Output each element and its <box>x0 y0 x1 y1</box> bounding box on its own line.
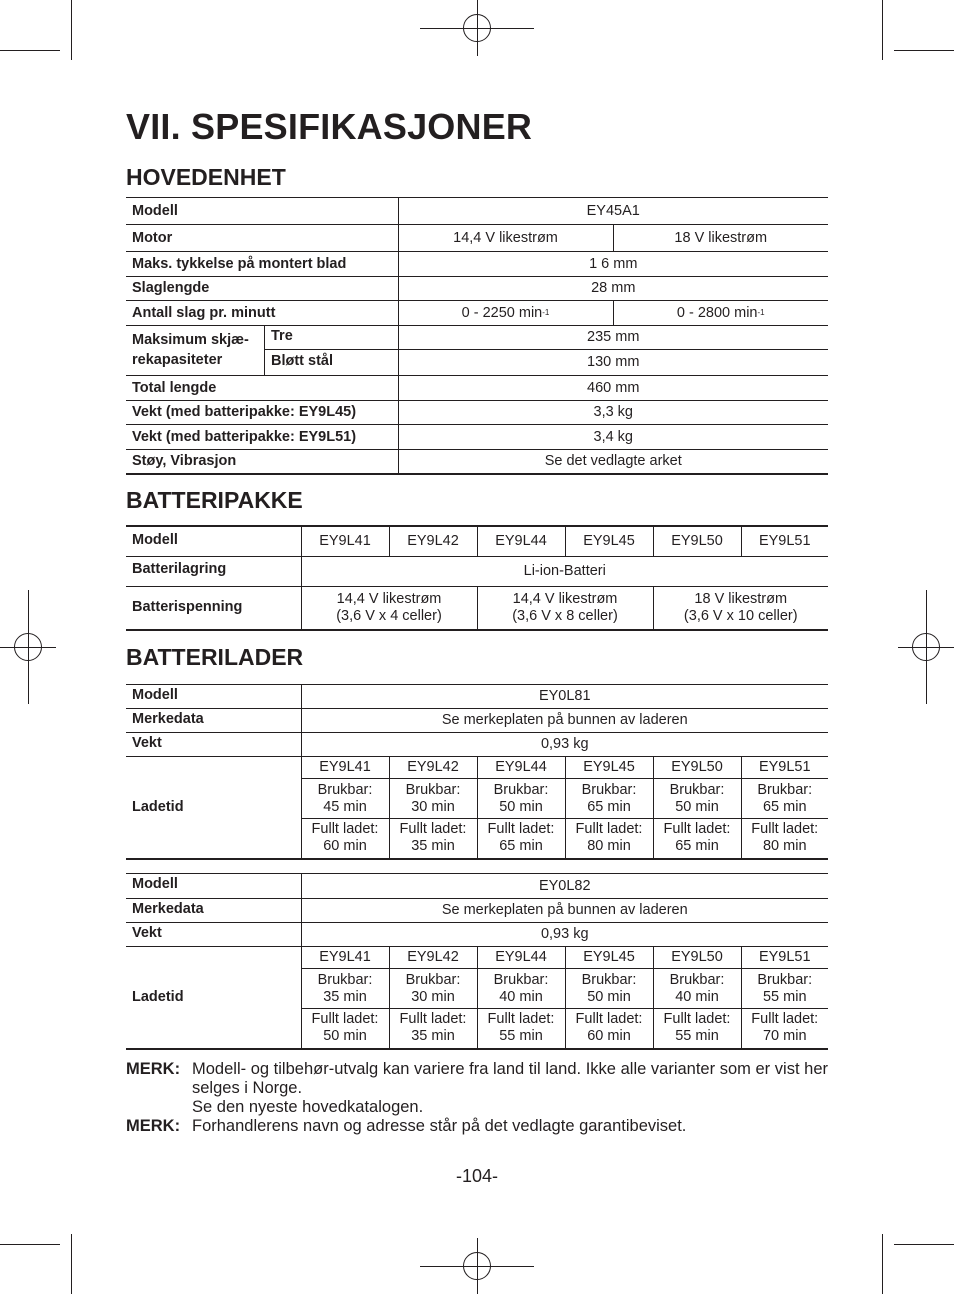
capacity-group <box>126 326 398 376</box>
cell-value: EY9L45 <box>565 757 653 779</box>
cell-value <box>741 1009 828 1049</box>
row-label: Vekt (med batteripakke: EY9L45) <box>126 401 398 425</box>
note-line: Modell- og tilbehør-utvalg kan variere fra land til land. Ikke alle varianter som er vist her selges i Norge. <box>192 1060 828 1097</box>
cell-time: 80 min <box>587 838 631 855</box>
cell-time: 70 min <box>762 1028 807 1045</box>
voltage-line: 18 V likestrøm <box>694 590 788 607</box>
row-label: Modell <box>126 526 301 556</box>
cell-value <box>565 1009 653 1049</box>
capacity-label <box>126 326 264 375</box>
cell-value <box>389 819 477 859</box>
cell-label: Fullt ladet: <box>487 1011 555 1028</box>
table-row <box>126 709 828 733</box>
cell-value: EY9L45 <box>565 526 653 556</box>
table-row <box>126 947 828 969</box>
cell-time: 65 min <box>499 838 543 855</box>
note-line: Se den nyeste hovedkatalogen. <box>192 1098 424 1116</box>
table-row <box>126 556 828 586</box>
note-key: MERK: <box>126 1117 181 1135</box>
sublabel-wood: Tre <box>265 326 398 350</box>
table-row <box>126 277 828 301</box>
table-row <box>126 450 828 474</box>
cell-time: 45 min <box>323 798 367 815</box>
row-label: Merkedata <box>126 899 301 923</box>
cell-time: 55 min <box>762 988 807 1005</box>
unit-exponent: -1 <box>542 307 550 317</box>
cell-value <box>477 779 565 819</box>
cell-label: Brukbar: <box>581 971 637 988</box>
sublabel-steel: Bløtt stål <box>271 353 334 369</box>
table-row <box>126 225 828 252</box>
notes <box>126 1060 828 1136</box>
cell-time: 35 min <box>411 838 455 855</box>
cell-value: EY9L41 <box>301 757 389 779</box>
cell-time: 60 min <box>323 838 367 855</box>
cell-value: 1 6 mm <box>398 252 828 277</box>
cell-value: Se merkeplaten på bunnen av laderen <box>301 709 828 733</box>
table-row <box>126 586 828 630</box>
table-row <box>126 685 828 709</box>
cell-value <box>301 969 389 1009</box>
cell-value: 28 mm <box>398 277 828 301</box>
table-row <box>126 198 828 225</box>
cell-value: 18 V likestrøm <box>613 225 828 252</box>
note-text <box>192 1060 828 1117</box>
cell-value: EY45A1 <box>398 198 828 225</box>
cell-value: EY9L44 <box>477 526 565 556</box>
cell-time: 35 min <box>411 1028 455 1045</box>
cell-label: Fullt ladet: <box>487 821 555 838</box>
table-row <box>126 401 828 425</box>
note <box>126 1060 828 1117</box>
row-label: Total lengde <box>126 376 398 401</box>
cell-label: Brukbar: <box>493 971 549 988</box>
unit-exponent: -1 <box>757 307 765 317</box>
table-row <box>126 526 828 556</box>
cell-value: EY9L42 <box>389 757 477 779</box>
table-row <box>126 757 828 779</box>
cell-value: Se det vedlagte arket <box>398 450 828 474</box>
table-row <box>126 733 828 757</box>
voltage-line: (3,6 V x 10 celler) <box>683 607 798 624</box>
row-label: Batterispenning <box>126 586 301 630</box>
cell-time: 65 min <box>587 798 631 815</box>
row-label: Merkedata <box>126 709 301 733</box>
cell-label: Brukbar: <box>317 781 373 798</box>
cell-time: 40 min <box>499 988 543 1005</box>
cell-label: Fullt ladet: <box>575 821 643 838</box>
cell-value <box>565 819 653 859</box>
cell-value: EY9L50 <box>653 947 741 969</box>
strokes-14-value: 0 - 2250 min <box>461 304 543 321</box>
cell-label: Fullt ladet: <box>575 1011 643 1028</box>
battery-pack-table <box>126 525 828 631</box>
section-heading-charger: BATTERILADER <box>126 644 304 670</box>
cell-value <box>653 779 741 819</box>
cell-value: EY9L41 <box>301 526 389 556</box>
cell-value <box>653 819 741 859</box>
cell-time: 35 min <box>323 988 367 1005</box>
voltage-line: 14,4 V likestrøm <box>512 590 618 607</box>
cell-value <box>613 301 828 326</box>
cell-time: 50 min <box>675 798 719 815</box>
cell-value: 130 mm <box>398 350 828 376</box>
cell-value <box>301 819 389 859</box>
row-label: Vekt <box>126 923 301 947</box>
table-row <box>126 425 828 450</box>
cell-value: Se merkeplaten på bunnen av laderen <box>301 899 828 923</box>
note-line: Forhandlerens navn og adresse står på det vedlagte garantibeviset. <box>192 1117 687 1135</box>
row-label: Modell <box>126 874 301 899</box>
cell-value <box>741 779 828 819</box>
cell-value: EY0L81 <box>301 685 828 709</box>
cell-value: 3,4 kg <box>398 425 828 450</box>
cell-value <box>477 1009 565 1049</box>
cell-label: Fullt ladet: <box>663 1011 731 1028</box>
capacity-label-line: Maksimum skjæ- <box>132 332 249 348</box>
cell-value <box>389 969 477 1009</box>
cell-label: Fullt ladet: <box>399 1011 467 1028</box>
cell-time: 55 min <box>675 1028 719 1045</box>
cell-label: Brukbar: <box>669 971 725 988</box>
cell-value <box>477 819 565 859</box>
charger-table-1 <box>126 684 828 860</box>
table-row <box>126 874 828 899</box>
table-row <box>126 923 828 947</box>
cell-value: Li-ion-Batteri <box>301 556 828 586</box>
note-key: MERK: <box>126 1060 181 1078</box>
voltage-line: (3,6 V x 4 celler) <box>336 607 442 624</box>
cell-value <box>565 969 653 1009</box>
section-heading-main-unit: HOVEDENHET <box>126 164 286 190</box>
cell-time: 80 min <box>762 838 807 855</box>
cell-time: 40 min <box>675 988 719 1005</box>
cell-value: 14,4 V likestrøm <box>398 225 613 252</box>
row-label: Ladetid <box>132 988 184 1005</box>
cell-value <box>741 819 828 859</box>
cell-label: Brukbar: <box>405 971 461 988</box>
cell-value <box>398 301 613 326</box>
cell-value <box>301 586 477 630</box>
cell-value: EY9L44 <box>477 757 565 779</box>
cell-value: EY9L41 <box>301 947 389 969</box>
table-row <box>126 899 828 923</box>
note <box>126 1117 828 1136</box>
cell-value: EY9L51 <box>741 757 828 779</box>
cell-value: EY9L42 <box>389 947 477 969</box>
cell-label: Fullt ladet: <box>751 1011 819 1028</box>
cell-value: EY9L51 <box>741 947 828 969</box>
page-title: VII. SPESIFIKASJONER <box>126 106 533 147</box>
cell-time: 50 min <box>587 988 631 1005</box>
cell-time: 65 min <box>762 798 807 815</box>
row-label: Vekt <box>126 733 301 757</box>
cell-label: Fullt ladet: <box>751 821 819 838</box>
cell-label: Fullt ladet: <box>311 1011 379 1028</box>
strokes-18-value: 0 - 2800 min <box>676 304 758 321</box>
cell-label: Brukbar: <box>317 971 373 988</box>
cell-value <box>389 779 477 819</box>
cell-label: Brukbar: <box>669 781 725 798</box>
row-label: Støy, Vibrasjon <box>126 450 398 474</box>
cell-value: 235 mm <box>398 326 828 350</box>
cell-value: EY9L50 <box>653 526 741 556</box>
cell-value: EY0L82 <box>301 874 828 899</box>
cell-label: Fullt ladet: <box>399 821 467 838</box>
table-row <box>126 326 828 350</box>
cell-value <box>301 1009 389 1049</box>
capacity-label-line: rekapasiteter <box>132 352 223 368</box>
capacity-sublabels <box>264 326 398 375</box>
cell-label: Brukbar: <box>493 781 549 798</box>
cell-value <box>477 586 653 630</box>
row-label: Batterilagring <box>126 556 301 586</box>
cell-value <box>653 586 828 630</box>
cell-value <box>741 969 828 1009</box>
table-row <box>126 376 828 401</box>
cell-time: 30 min <box>411 988 455 1005</box>
cell-value: EY9L42 <box>389 526 477 556</box>
cell-value: 0,93 kg <box>301 733 828 757</box>
row-label: Maks. tykkelse på montert blad <box>126 252 398 277</box>
row-label: Ladetid <box>132 798 184 815</box>
cell-value <box>565 779 653 819</box>
cell-value: 460 mm <box>398 376 828 401</box>
main-unit-table <box>126 197 828 475</box>
cell-value <box>389 1009 477 1049</box>
row-label: Slaglengde <box>126 277 398 301</box>
cell-time: 30 min <box>411 798 455 815</box>
cell-value: EY9L51 <box>741 526 828 556</box>
note-text <box>192 1117 686 1136</box>
cell-label: Fullt ladet: <box>311 821 379 838</box>
cell-value: 3,3 kg <box>398 401 828 425</box>
cell-time: 60 min <box>587 1028 631 1045</box>
cell-label: Brukbar: <box>757 781 813 798</box>
row-label: Modell <box>126 198 398 225</box>
table-row <box>126 301 828 326</box>
cell-value <box>477 969 565 1009</box>
section-heading-battery-pack: BATTERIPAKKE <box>126 487 303 513</box>
cell-time: 50 min <box>323 1028 367 1045</box>
row-label: Motor <box>126 225 398 252</box>
cell-label: Brukbar: <box>405 781 461 798</box>
cell-label: Brukbar: <box>581 781 637 798</box>
cell-value <box>301 779 389 819</box>
row-label: Vekt (med batteripakke: EY9L51) <box>126 425 398 450</box>
cell-label: Brukbar: <box>757 971 813 988</box>
page-number: -104- <box>455 1166 499 1186</box>
cell-time: 50 min <box>499 798 543 815</box>
voltage-line: 14,4 V likestrøm <box>336 590 442 607</box>
cell-value: EY9L45 <box>565 947 653 969</box>
charger-table-2 <box>126 873 828 1050</box>
cell-value: 0,93 kg <box>301 923 828 947</box>
cell-value <box>653 1009 741 1049</box>
cell-value <box>653 969 741 1009</box>
row-label: Modell <box>126 685 301 709</box>
cell-time: 55 min <box>499 1028 543 1045</box>
table-row <box>126 252 828 277</box>
voltage-line: (3,6 V x 8 celler) <box>512 607 618 624</box>
row-label: Antall slag pr. minutt <box>126 301 398 326</box>
cell-label: Fullt ladet: <box>663 821 731 838</box>
cell-value: EY9L44 <box>477 947 565 969</box>
cell-time: 65 min <box>675 838 719 855</box>
cell-value: EY9L50 <box>653 757 741 779</box>
